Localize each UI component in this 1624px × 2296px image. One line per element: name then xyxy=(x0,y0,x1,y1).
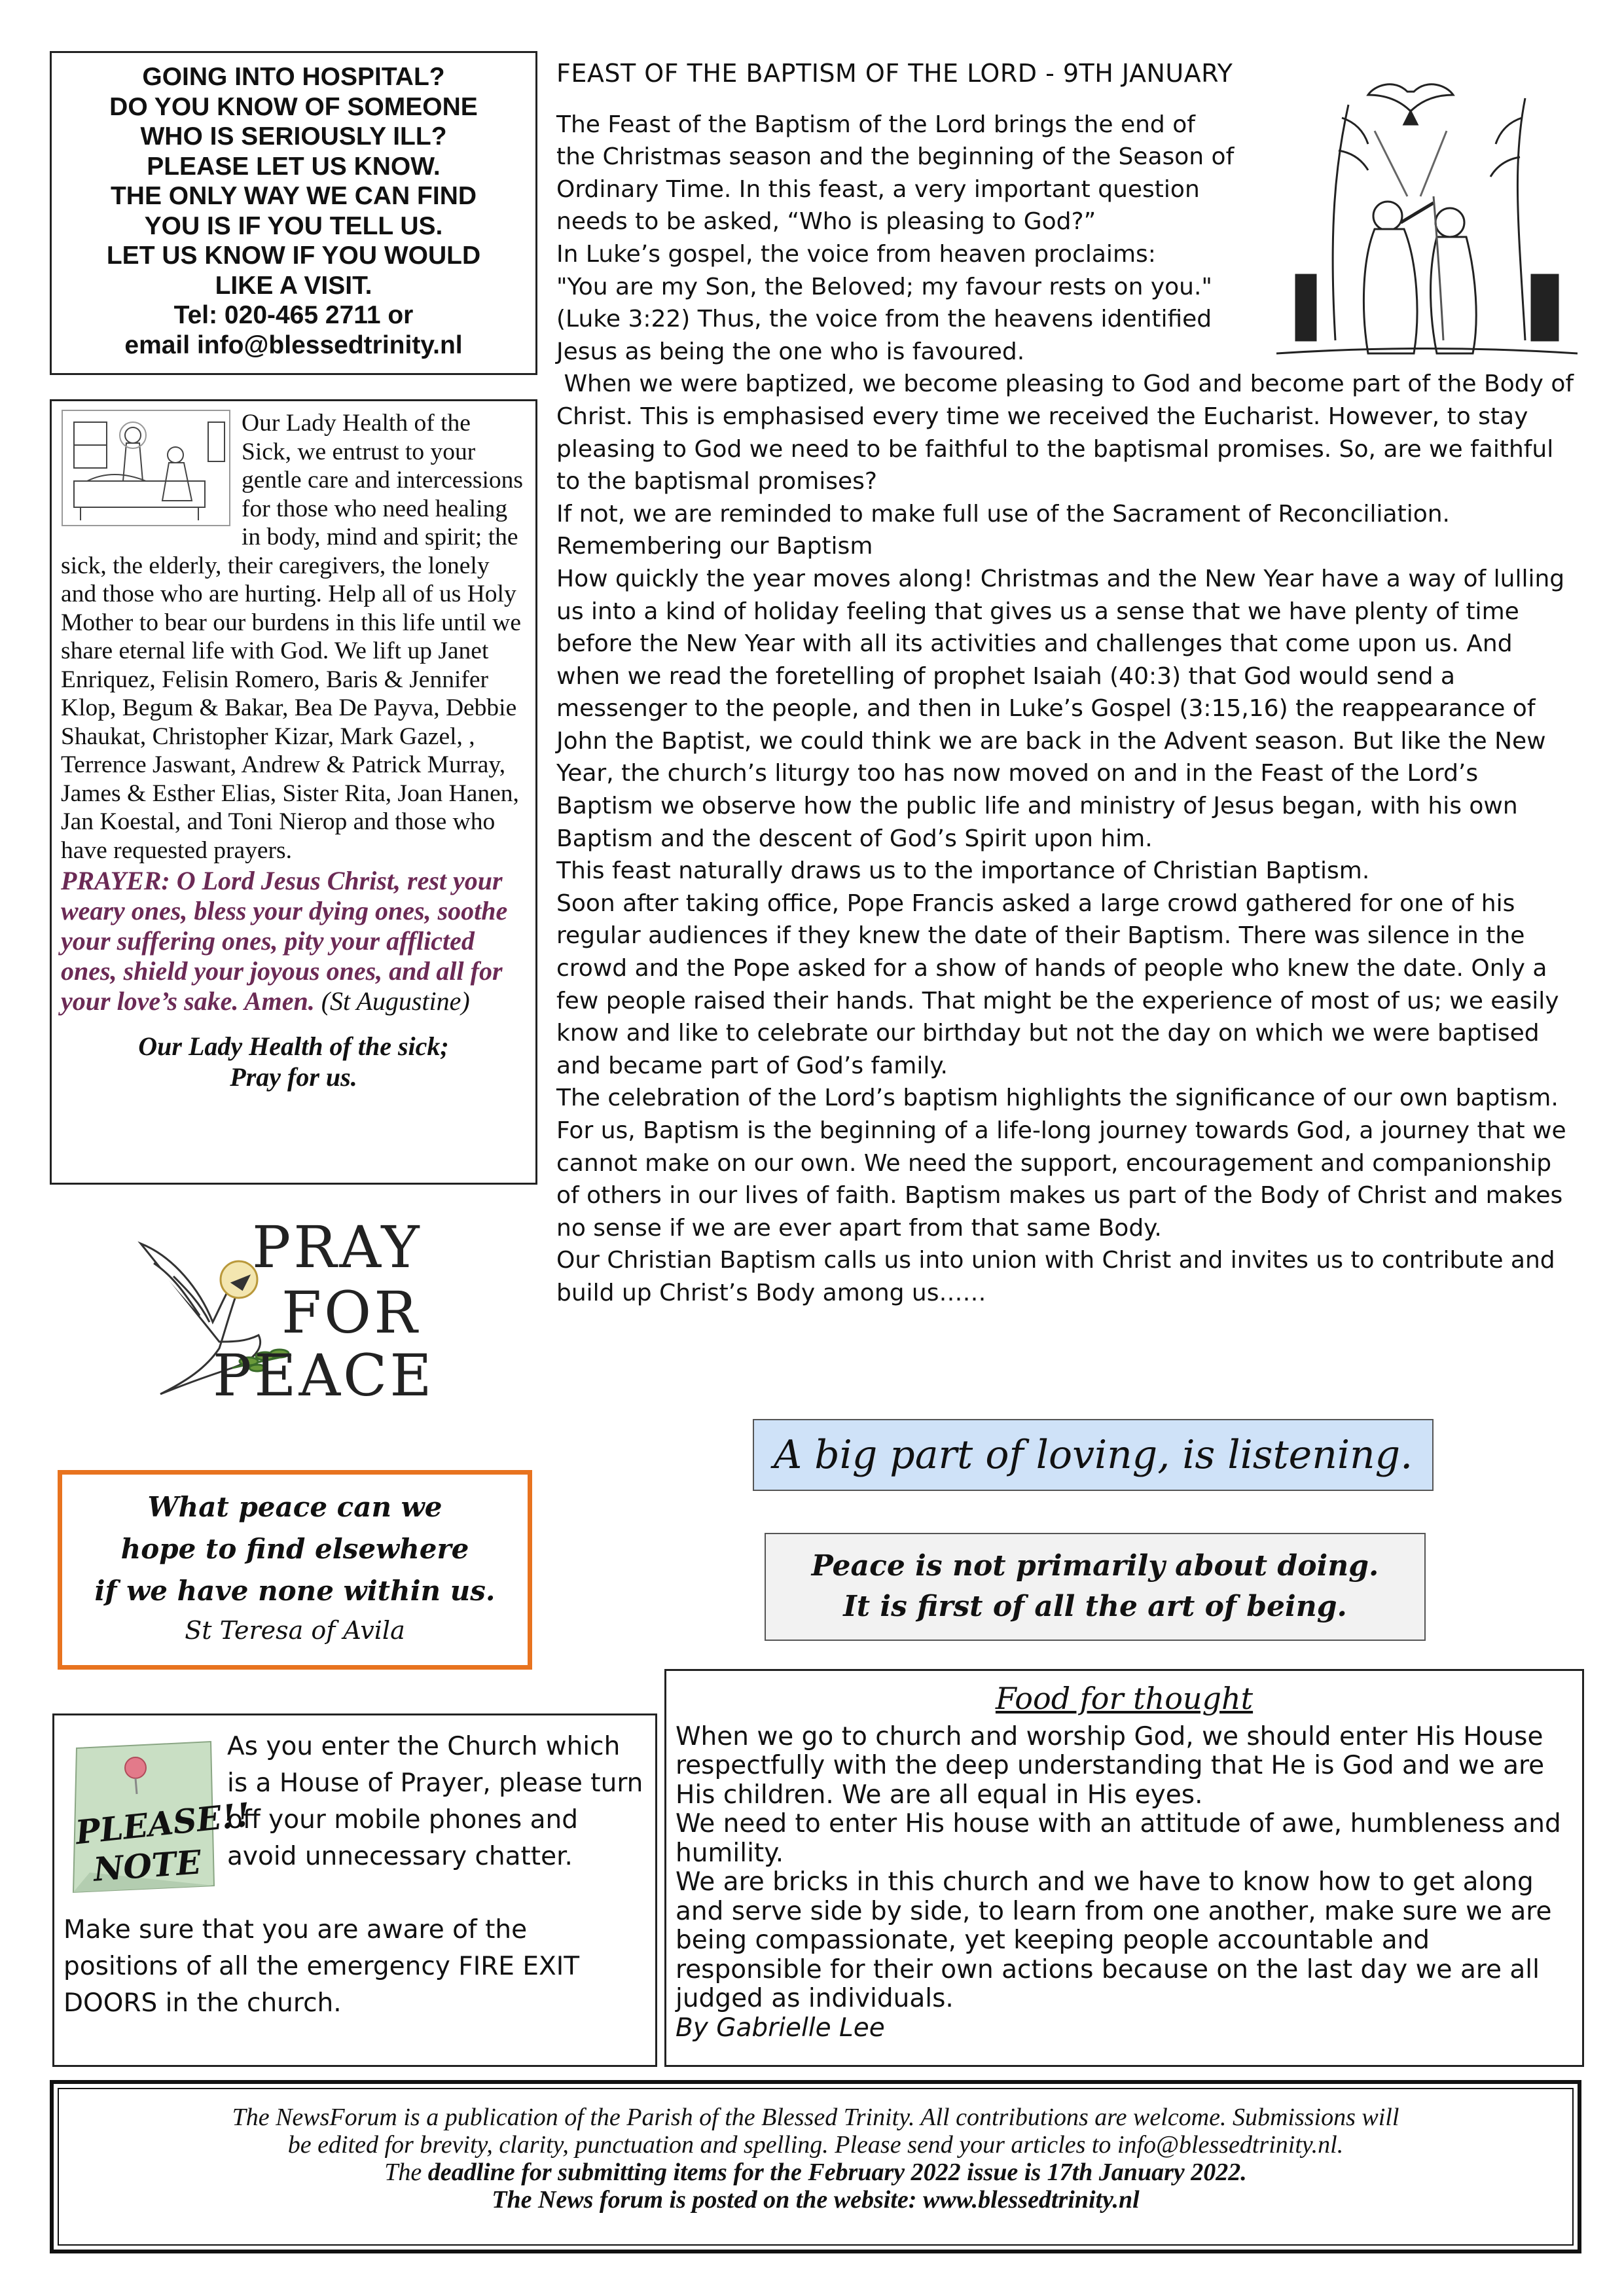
footer-deadline-bold: deadline for submitting items for the February 2022 issue is 17th January 2022. xyxy=(427,2159,1247,2186)
food-paragraph: We need to enter His house with an attitude of awe, humbleness and humility. xyxy=(676,1809,1561,1868)
peace-line: It is first of all the art of being. xyxy=(843,1590,1347,1623)
prayer-attribution: (St Augustine) xyxy=(321,986,470,1016)
article-paragraph: How quickly the year moves along! Christmas and the New Year have a way of lulling us into a kind of holiday feeling that gives us a sense that we have plenty of time before the New Year with all its activities and challenges that come upon us. And when we read the foretelling of prophet Isaiah (40:3) that God would send a messenger to the people, and then in Luke’s Gospel (3:15,16) the reappearance of John the Baptist, we could think we are back in the Advent season. But like the New Year, the church’s liturgy too has now moved on and in the Feast of the Lord’s Baptism we observe how the public life and ministry of Jesus began, with his own Baptism and the descent of God’s Spirit upon him. xyxy=(556,565,1565,852)
quote-line: hope to find elsewhere xyxy=(120,1533,469,1565)
hospital-line: LET US KNOW IF YOU WOULD xyxy=(106,242,481,270)
fire-exit-text: Make sure that you are aware of the positions of all the emergency FIRE EXIT DOORS in the church. xyxy=(63,1915,580,2018)
pray-word: PRAY xyxy=(252,1213,422,1281)
hospital-line: GOING INTO HOSPITAL? xyxy=(142,63,445,91)
intro-line: Jesus as being the one who is favoured. xyxy=(556,338,1025,365)
food-for-thought-box xyxy=(664,1669,1584,2067)
quote-line: What peace can we xyxy=(147,1491,442,1523)
article-paragraph: If not, we are reminded to make full use of the Sacrament of Reconciliation. xyxy=(556,500,1450,528)
note-label: NOTE xyxy=(92,1842,203,1889)
lady-health-prayer-box xyxy=(50,399,537,1185)
article-title: FEAST OF THE BAPTISM OF THE LORD - 9TH JANUARY xyxy=(556,59,1233,88)
mobile-phones-notice xyxy=(52,1713,657,2067)
closing-line: Pray for us. xyxy=(230,1062,357,1092)
listening-banner: A big part of loving, is listening. xyxy=(753,1419,1434,1491)
hospital-phone: Tel: 020-465 2711 or xyxy=(173,301,414,329)
lady-body: Our Lady Health of the Sick, we entrust to your gentle care and intercessions for those who need healing in body, mind and spirit; the sick, the elderly, their caregivers, the lonely and those who are hurting. Help all of us Holy Mother to bear our burdens in this life until we share eternal life with God. We lift up Janet Enriquez, Felisin Romero, Baris & Jennifer Klop, Begum & Bakar, Bea De Payva, Debbie Shaukat, Christopher Kizar, Mark Gazel, , Terrence Jaswant, Andrew & Patrick Murray, James & Esther Elias, Sister Rita, Joan Hanen, Jan Koestal, and Toni Nierop and those who have requested prayers. xyxy=(61,410,524,864)
article-intro xyxy=(556,109,1578,368)
hospital-notice xyxy=(50,51,537,375)
footer-line: The NewsForum is a publication of the Parish of the Blessed Trinity. All contributions are welcome. Submissions will xyxy=(232,2104,1399,2131)
footer-frame xyxy=(50,2080,1581,2253)
article-paragraph: When we were baptized, we become pleasing to God and become part of the Body of Christ. This is emphasised every time we received the Eucharist. However, to stay pleasing to God we need to be faithful to the baptismal promises. So, are we faithful to the baptismal promises? xyxy=(556,370,1581,495)
please-label: PLEASE!! xyxy=(73,1795,252,1852)
footer-line: be edited for brevity, clarity, punctuation and spelling. Please send your articles to info@blessedtrinity.nl. xyxy=(287,2131,1344,2159)
hospital-email: email info@blessedtrinity.nl xyxy=(124,331,463,359)
article-paragraph: This feast naturally draws us to the importance of Christian Baptism. xyxy=(556,857,1370,885)
hospital-line: WHO IS SERIOUSLY ILL? xyxy=(140,122,447,151)
intro-line: needs to be asked, “Who is pleasing to God?” xyxy=(556,208,1096,236)
please-note-sticky xyxy=(63,1729,252,1899)
footer-deadline xyxy=(59,2159,1572,2186)
peace-word: PEACE xyxy=(213,1342,435,1409)
footer-website: The News forum is posted on the website: www.blessedtrinity.nl xyxy=(492,2186,1140,2214)
lady-closing xyxy=(61,1031,526,1092)
food-paragraph: We are bricks in this church and we have to know how to get along and serve side by side, to learn from one another, make sure we are being compassionate, yet keeping people accountable and responsible for their own actions because on the last day we are all judged as individuals. xyxy=(676,1867,1552,2013)
publication-footer xyxy=(58,2088,1574,2246)
sickbed-illustration-icon xyxy=(61,409,231,527)
peace-line: Peace is not primarily about doing. xyxy=(811,1549,1379,1583)
phones-text: As you enter the Church which is a House of Prayer, please turn off your mobile phones and avoid unnecessary chatter. xyxy=(227,1732,643,1871)
hospital-line: YOU IS IF YOU TELL US. xyxy=(144,211,443,240)
food-title: Food for thought xyxy=(995,1681,1254,1716)
closing-line: Our Lady Health of the sick; xyxy=(138,1031,449,1061)
prayer-body: PRAYER: O Lord Jesus Christ, rest your weary ones, bless your dying ones, soothe your suffering ones, pity your afflicted ones, shield your joyous ones, and all for your love’s sake. Amen. xyxy=(61,866,508,1016)
intro-line: (Luke 3:22) Thus, the voice from the heavens identified xyxy=(556,306,1212,333)
quote-signature: St Teresa of Avila xyxy=(185,1616,405,1645)
article-paragraph: For us, Baptism is the beginning of a life-long journey towards God, a journey that we cannot make on our own. We need the support, encouragement and companionship of others in our lives of faith. Baptism makes us part of the Body of Christ and makes no sense if we are ever apart from that same Body. xyxy=(556,1117,1566,1242)
intro-line: the Christmas season and the beginning of the Season of xyxy=(556,143,1235,171)
hospital-line: THE ONLY WAY WE CAN FIND xyxy=(110,182,477,210)
hospital-line: LIKE A VISIT. xyxy=(215,271,372,300)
article-paragraph: The celebration of the Lord’s baptism highlights the significance of our own baptism. xyxy=(556,1085,1559,1112)
food-paragraph: When we go to church and worship God, we should enter His House respectfully with the deep understanding that He is God and we are His children. We are all equal in His eyes. xyxy=(676,1721,1545,1810)
article-paragraph: Soon after taking office, Pope Francis asked a large crowd gathered for one of his regular audiences if they knew the date of their Baptism. There was silence in the crowd and the Pope asked for a show of hands of people who knew the date. Only a few people raised their hands. That might be the experience of most of us; we easily know and like to celebrate our birthday but not the day on which we were baptised and became part of God’s family. xyxy=(556,889,1559,1079)
food-author: By Gabrielle Lee xyxy=(676,2013,885,2043)
pray-for-peace-logo xyxy=(134,1213,442,1414)
intro-line: The Feast of the Baptism of the Lord brings the end of xyxy=(556,111,1195,138)
footer-deadline-prefix: The xyxy=(384,2159,422,2186)
prayer-text xyxy=(61,866,526,1016)
intro-line: "You are my Son, the Beloved; my favour rests on you." xyxy=(556,273,1212,300)
hospital-line: DO YOU KNOW OF SOMEONE xyxy=(109,92,478,121)
intro-line: Ordinary Time. In this feast, a very important question xyxy=(556,175,1200,203)
teresa-quote-box xyxy=(58,1470,532,1670)
baptism-article xyxy=(556,58,1581,1310)
hospital-line: PLEASE LET US KNOW. xyxy=(147,152,441,181)
pushpin-icon xyxy=(125,1757,146,1778)
article-subheading: Remembering our Baptism xyxy=(556,533,873,560)
intro-line: In Luke’s gospel, the voice from heaven proclaims: xyxy=(556,240,1156,268)
article-paragraph: Our Christian Baptism calls us into union with Christ and invites us to contribute and build up Christ’s Body among us…… xyxy=(556,1247,1555,1306)
peace-quote-box xyxy=(765,1533,1426,1641)
for-word: FOR xyxy=(281,1279,420,1346)
quote-line: if we have none within us. xyxy=(94,1575,496,1607)
